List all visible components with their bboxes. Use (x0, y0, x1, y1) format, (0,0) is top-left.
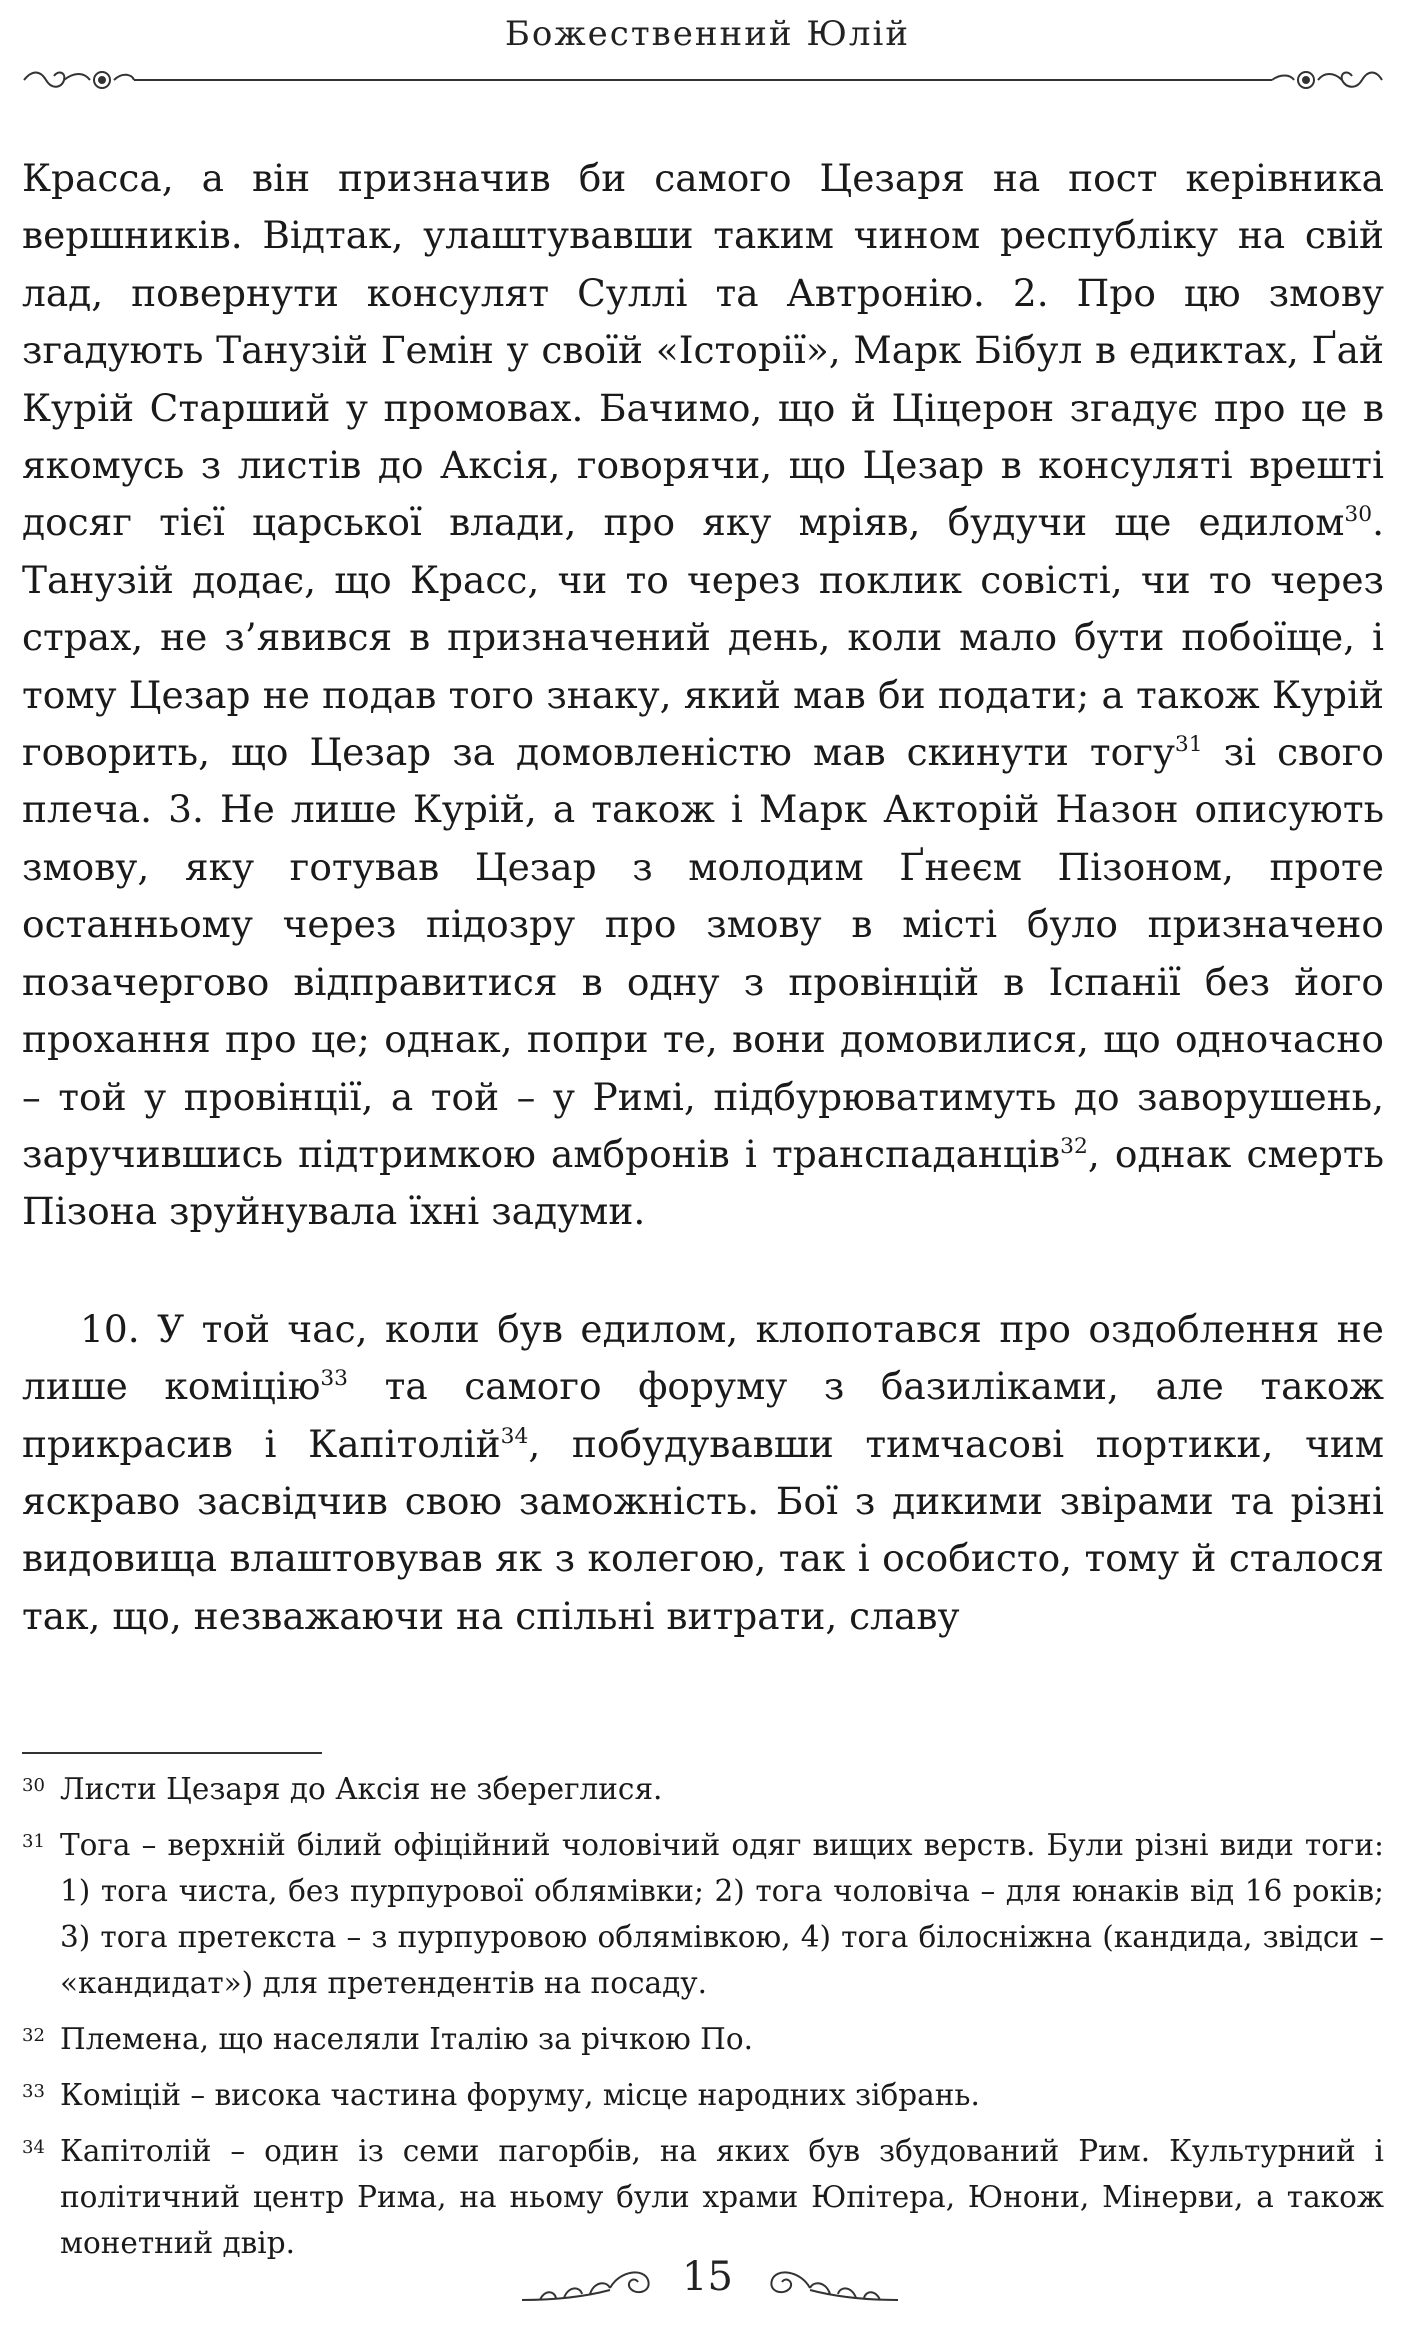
footnote-31 (22, 1822, 1384, 2006)
footnotes (22, 1766, 1384, 2276)
footnote-number: 30 (22, 1775, 45, 1796)
footnote-ref-34[interactable]: 34 (500, 1423, 529, 1449)
footnote-33 (22, 2072, 1384, 2118)
footnote-ref-32[interactable]: 32 (1060, 1133, 1088, 1159)
paragraph-2: 10. У той час, коли був едилом, клопотався про оздоблення не лише коміцію$^{33}$ та самого форуму з базиліками, але також прикрасив і Капітолій$^{34}$, побудувавши тимчасові портики, чим яскраво засвідчив свою заможність. Бої з дикими звірами та різні видовища влаштовував як з колегою, так і особисто, тому й сталося так, що, незважаючи на спільні витрати, славу (22, 1306, 1384, 1638)
footnote-text: Капітолій – один із семи пагорбів, на яких був збудований Рим. Культурний і політичний центр Рима, на ньому були храми Юпітера, Юнони, Мінерви, а також монетний двір. (60, 2134, 1384, 2260)
footnote-number: 33 (22, 2081, 45, 2102)
footnote-32 (22, 2016, 1384, 2062)
page-ornament-right-icon (760, 2260, 900, 2310)
footnote-separator (22, 1752, 322, 1754)
main-text (22, 150, 1384, 1645)
page-number: 15 (682, 2254, 733, 2300)
footnote-30 (22, 1766, 1384, 1812)
running-header: Божественний Юлій (504, 14, 911, 54)
paragraph-1: Красса, а він призначив би самого Цезаря на пост керівника вершників. Відтак, улаштувавши таким чином республіку на свій лад, повернути консулят Суллі та Автронію. 2. Про цю змову згадують Танузій Гемін у своїй «Історії», Марк Бібул в едиктах, Ґай Курій Старший у промовах. Бачимо, що й Ціцерон згадує про це в якомусь з листів до Аксія, говорячи, що Цезар в консуляті врешті досяг тієї царської влади, про яку мріяв, будучи ще едилом$^{30}$. Танузій додає, що Красс, чи то через поклик совісті, чи то через страх, не з’явився в призначений день, коли мало бути побоїще, і тому Цезар не подав того знаку, який мав би подати; а також Курій говорить, що Цезар за домовленістю мав скинути тогу$^{31}$ зі свого плеча. 3. Не лише Курій, а також і Марк Акторій Назон описують змову, яку готував Цезар з молодим Ґнеєм Пізоном, проте останньому через підозру про змову в місті було призначено позачергово відправитися в одну з провінцій в Іспанії без його прохання про це; однак, попри те, вони домовилися, що одночасно – той у провінції, а той – у Римі, підбурюватимуть до заворушень, заручившись підтримкою амбронів і транспаданців$^{32}$, однак смерть Пізона зруйнувала їхні задуми. (22, 156, 1385, 1234)
footnote-ref-30[interactable]: 30 (1344, 502, 1373, 528)
footnote-text: Коміцій – висока частина форуму, місце народних зібрань. (60, 2078, 980, 2112)
footnote-text: Племена, що населяли Італію за річкою По. (60, 2022, 754, 2056)
footnote-number: 32 (22, 2025, 45, 2046)
footnote-number: 34 (22, 2137, 45, 2158)
footnote-text: Листи Цезаря до Аксія не збереглися. (60, 1772, 663, 1806)
page-footer (0, 2248, 1415, 2328)
footnote-34 (22, 2128, 1384, 2266)
header-ornament-left-icon (22, 62, 1384, 98)
footnote-ref-33[interactable]: 33 (320, 1366, 349, 1391)
footnote-ref-31[interactable]: 31 (1174, 731, 1203, 757)
footnote-text: Тога – верхній білий офіційний чоловічий одяг вищих верств. Були різні види тоги: 1) тога чиста, без пурпурової облямівки; 2) тога чоловіча – для юнаків від 16 років; 3) тога претекста – з пурпуровою облямівкою, 4) тога білосніжна (кандида, звідси – «кандидат») для претендентів на посаду. (60, 1828, 1384, 2000)
footnote-number: 31 (22, 1831, 45, 1852)
